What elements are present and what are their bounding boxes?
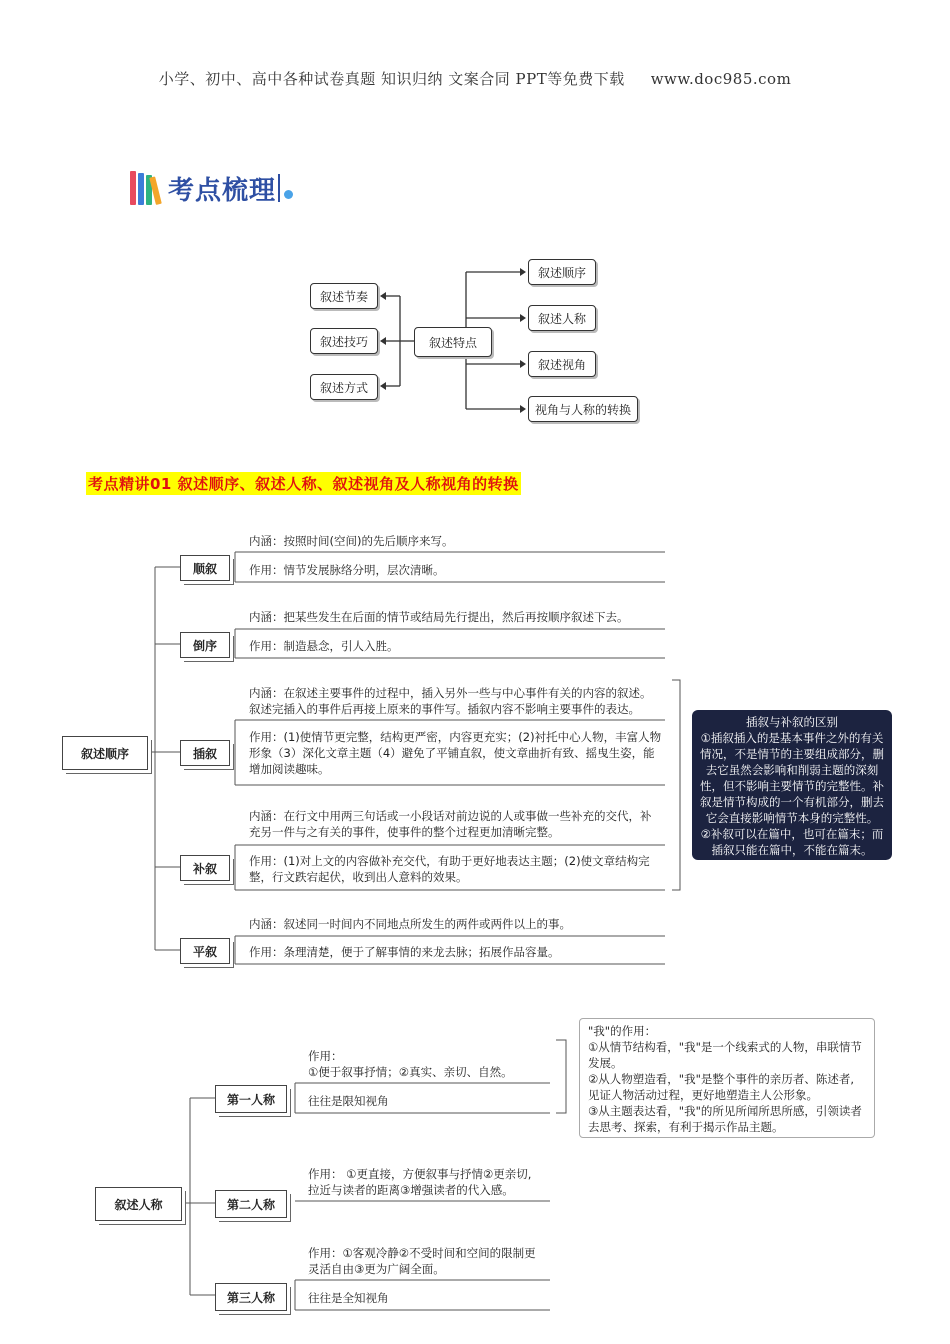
page-header [0, 68, 950, 89]
chaxu-zuoyong-2: 形象（3）深化文章主题（4）避免了平铺直叙，使文章曲折有致、摇曳生姿，能 [249, 746, 655, 760]
buxu-zuoyong-1: 作用：(1)对上文的内容做补充交代，有助于更好地表达主题；(2)使文章结构完 [249, 854, 650, 868]
dot-icon [284, 190, 293, 199]
daoxu-neihan: 内涵：把某些发生在后面的情节或结局先行提出，然后再按顺序叙述下去。 [249, 610, 629, 624]
pingxu-neihan: 内涵：叙述同一时间内不同地点所发生的两件或两件以上的事。 [249, 917, 571, 931]
second-zuoyong-2: 拉近与读者的距离③增强读者的代入感。 [308, 1183, 514, 1197]
chaxu-zuoyong-1: 作用：(1)使情节更完整，结构更严密，内容更充实；(2)衬托中心人物，丰富人物 [249, 730, 662, 744]
order-label-buxu: 补叙 [180, 855, 230, 881]
shunxu-neihan: 内涵：按照时间(空间)的先后顺序来写。 [249, 534, 454, 548]
note-title: 插叙与补叙的区别 [746, 715, 838, 729]
third-zuoyong-1: 作用：①客观冷静②不受时间和空间的限制更 [308, 1246, 536, 1260]
first-view: 往往是限知视角 [308, 1094, 389, 1108]
person-second-label: 第二人称 [215, 1190, 287, 1218]
buxu-zuoyong-2: 整，行文跌宕起伏，收到出人意料的效果。 [249, 870, 468, 884]
mindmap-node-conversion: 视角与人称的转换 [528, 396, 638, 422]
buxu-neihan-2: 充另一件与之有关的事件，使事件的整个过程更加清晰完整。 [249, 825, 560, 839]
mindmap-node-order: 叙述顺序 [528, 259, 596, 285]
mindmap-node-perspective: 叙述视角 [528, 351, 596, 377]
header-site: www.doc985.com [650, 70, 792, 88]
chaxu-neihan-1: 内涵：在叙述主要事件的过程中，插入另外一些与中心事件有关的内容的叙述。 [249, 686, 652, 700]
books-icon [130, 171, 164, 205]
third-zuoyong-2: 灵活自由③更为广阔全面。 [308, 1262, 445, 1276]
order-label-daoxu: 倒序 [180, 632, 230, 658]
order-label-pingxu: 平叙 [180, 938, 230, 964]
mindmap-node-person: 叙述人称 [528, 305, 596, 331]
second-zuoyong-1: 作用： ①更直接，方便叙事与抒情②更亲切, [308, 1167, 532, 1181]
order-label-shunxu: 顺叙 [180, 555, 230, 581]
third-view: 往往是全知视角 [308, 1291, 389, 1305]
section-title: 考点精讲01 叙述顺序、叙述人称、叙述视角及人称视角的转换 [86, 472, 521, 495]
buxu-neihan-1: 内涵：在行文中用两三句话或一小段话对前边说的人或事做一些补充的交代，补 [249, 809, 652, 823]
wo-role-note: "我"的作用： ①从情节结构看，"我"是一个线索式的人物，串联情节 发展。 ②从人物塑造看，"我"是整个事件的亲历者、陈述者, 见证人物活动过程，更好地塑造主人公形象。 ③从主题表达看，"我"的所见所闻所思所感，引领读者 去思考、探索，有利于揭示作品主题。 [579, 1018, 875, 1138]
chaxu-zuoyong-3: 增加阅读趣味。 [249, 762, 330, 776]
pingxu-zuoyong: 作用：条理清楚，便于了解事情的来龙去脉；拓展作品容量。 [249, 945, 560, 959]
heading-text: 考点梳理 [168, 175, 277, 206]
mindmap-node-technique: 叙述技巧 [310, 328, 378, 354]
chaxu-buxu-difference-note: 插叙与补叙的区别 ①插叙插入的是基本事件之外的有关 情况，不是情节的主要组成部分，删 去它虽然会影响和削弱主题的深刻 性，但不影响主要情节的完整性。补 叙是情节构成的一个有机部分，删去 它会直接影响情节本身的完整性。 ②补叙可以在篇中，也可在篇末；而 插叙只能在篇中，不能在篇末。 [692, 710, 892, 860]
mindmap-center: 叙述特点 [414, 327, 492, 357]
first-zuoyong-2: ①便于叙事抒情；②真实、亲切、自然。 [308, 1065, 513, 1079]
person-third-label: 第三人称 [215, 1283, 287, 1311]
shunxu-zuoyong: 作用：情节发展脉络分明，层次清晰。 [249, 563, 445, 577]
header-text: 小学、初中、高中各种试卷真题 知识归纳 文案合同 PPT等免费下载 [158, 70, 625, 88]
first-zuoyong-1: 作用： [308, 1049, 343, 1063]
mindmap-node-rhythm: 叙述节奏 [310, 283, 378, 309]
section-heading [130, 168, 293, 208]
order-label-chaxu: 插叙 [180, 740, 230, 766]
daoxu-zuoyong: 作用：制造悬念，引人入胜。 [249, 639, 399, 653]
mindmap-node-method: 叙述方式 [310, 374, 378, 400]
chaxu-neihan-2: 叙述完插入的事件后再接上原来的事件写。插叙内容不影响主要事件的表达。 [249, 702, 640, 716]
person-root: 叙述人称 [95, 1187, 182, 1221]
order-root: 叙述顺序 [62, 736, 148, 770]
person-first-label: 第一人称 [215, 1085, 287, 1113]
